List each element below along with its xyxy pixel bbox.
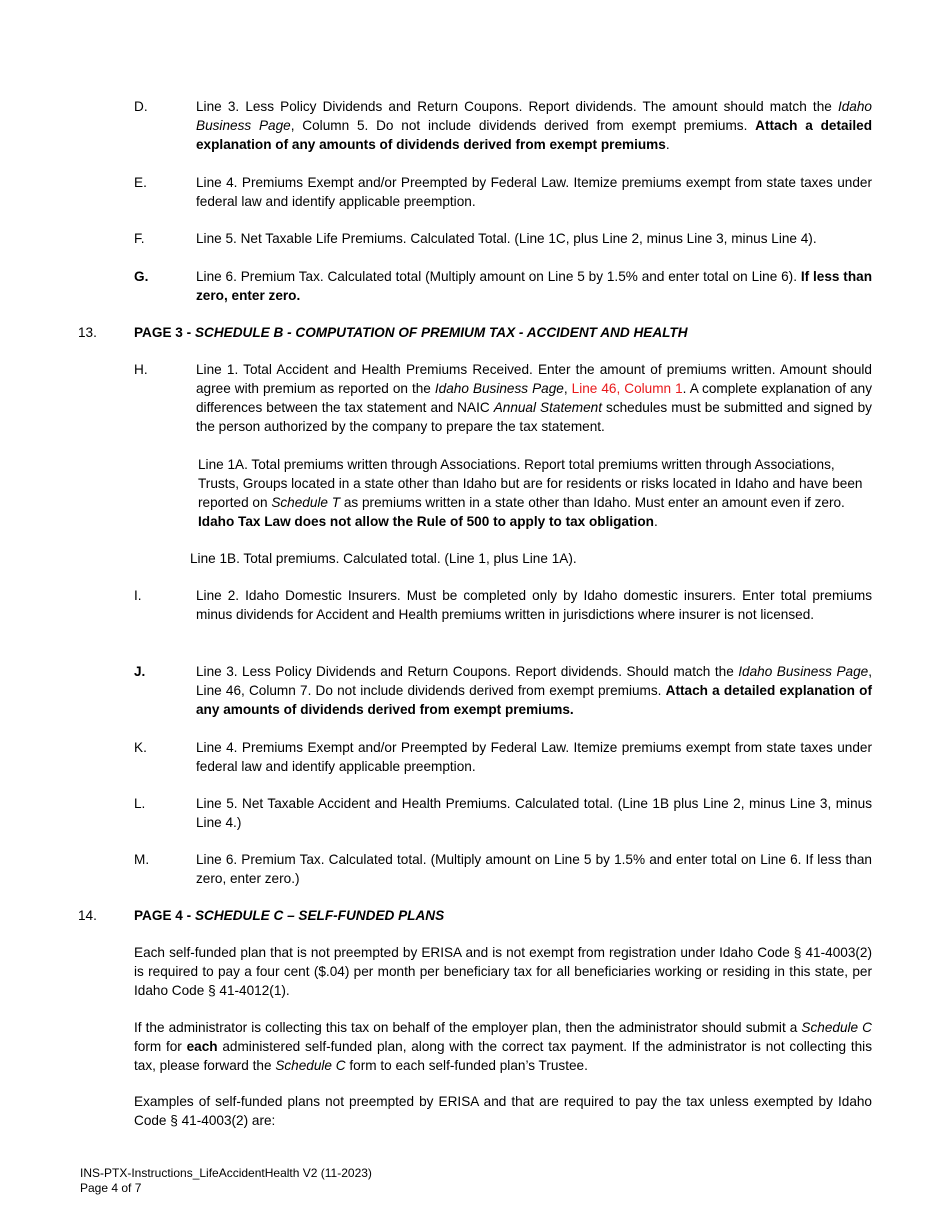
item-letter-f: F.: [134, 231, 145, 246]
item-j-text: Line 3. Less Policy Dividends and Return Coupons. Report dividends. Should match the Idaho Business Page, Line 46, Column 7. Do not include dividends derived from exempt premiums. Attach a detailed explanation of any amounts of dividends derived from exempt premiums.: [196, 664, 872, 717]
item-l-text: Line 5. Net Taxable Accident and Health Premiums. Calculated total. (Line 1B plus Line 2, minus Line 3, minus Line 4.): [196, 796, 872, 830]
item-i-text: Line 2. Idaho Domestic Insurers. Must be completed only by Idaho domestic insurers. Enter total premiums minus dividends for Accident and Health premiums written in jurisdictions where insurer is not licensed.: [196, 588, 872, 622]
item-f-text: Line 5. Net Taxable Life Premiums. Calculated Total. (Line 1C, plus Line 2, minus Line 3, minus Line 4).: [196, 231, 817, 246]
section-13-number: 13.: [78, 325, 97, 340]
line-1a-text: Line 1A. Total premiums written through Associations. Report total premiums written through Associations, Trusts, Groups located in a state other than Idaho but are for residents or risks located in Idaho and have been reported on Schedule T as premiums written in a state other than Idaho. Must enter an amount even if zero. Idaho Tax Law does not allow the Rule of 500 to apply to tax obligation.: [198, 457, 863, 529]
item-letter-j: J.: [134, 664, 146, 679]
footer-doc-id: INS-PTX-Instructions_LifeAccidentHealth V2 (11-2023): [80, 1166, 372, 1180]
item-letter-h: H.: [134, 362, 148, 377]
item-letter-i: I.: [134, 588, 142, 603]
item-letter-g: G.: [134, 269, 149, 284]
item-letter-e: E.: [134, 175, 147, 190]
line-1b-text: Line 1B. Total premiums. Calculated total. (Line 1, plus Line 1A).: [190, 551, 577, 566]
footer-page-number: Page 4 of 7: [80, 1181, 142, 1195]
section-14-heading: PAGE 4 - SCHEDULE C – SELF-FUNDED PLANS: [134, 908, 445, 923]
section-14-number: 14.: [78, 908, 97, 923]
schedule-c-paragraph-3: Examples of self-funded plans not preempted by ERISA and that are required to pay the tax unless exempted by Idaho Code § 41-4003(2) are:: [134, 1094, 872, 1128]
section-13-heading: PAGE 3 - SCHEDULE B - COMPUTATION OF PREMIUM TAX - ACCIDENT AND HEALTH: [134, 325, 688, 340]
item-g-text: Line 6. Premium Tax. Calculated total (Multiply amount on Line 5 by 1.5% and enter total on Line 6). If less than zero, enter zero.: [196, 269, 872, 303]
schedule-c-paragraph-2: If the administrator is collecting this tax on behalf of the employer plan, then the administrator should submit a Schedule C form for each administered self-funded plan, along with the correct tax payment. If the administrator is not collecting this tax, please forward the Schedule C form to each self-funded plan’s Trustee.: [134, 1020, 872, 1073]
item-h-text: Line 1. Total Accident and Health Premiums Received. Enter the amount of premiums written. Amount should agree with premium as reported on the Idaho Business Page, Line 46, Column 1. A complete explanation of any differences between the tax statement and NAIC Annual Statement schedules must be submitted and signed by the person authorized by the company to prepare the tax statement.: [196, 362, 873, 434]
schedule-c-paragraph-1: Each self-funded plan that is not preempted by ERISA and is not exempt from registration under Idaho Code § 41-4003(2) is required to pay a four cent ($.04) per month per beneficiary tax for all beneficiaries working or residing in this state, per Idaho Code § 41-4012(1).: [134, 945, 872, 998]
item-letter-k: K.: [134, 740, 147, 755]
item-e-text: Line 4. Premiums Exempt and/or Preempted by Federal Law. Itemize premiums exempt from state taxes under federal law and identify applicable preemption.: [196, 175, 872, 209]
item-m-text: Line 6. Premium Tax. Calculated total. (Multiply amount on Line 5 by 1.5% and enter total on Line 6. If less than zero, enter zero.): [196, 852, 872, 886]
item-letter-m: M.: [134, 852, 150, 867]
item-k-text: Line 4. Premiums Exempt and/or Preempted by Federal Law. Itemize premiums exempt from state taxes under federal law and identify applicable preemption.: [196, 740, 872, 774]
item-d-text: Line 3. Less Policy Dividends and Return Coupons. Report dividends. The amount should match the Idaho Business Page, Column 5. Do not include dividends derived from exempt premiums. Attach a detailed explanation of any amounts of dividends derived from exempt premiums.: [196, 99, 872, 152]
item-letter-l: L.: [134, 796, 146, 811]
item-letter-d: D.: [134, 99, 148, 114]
